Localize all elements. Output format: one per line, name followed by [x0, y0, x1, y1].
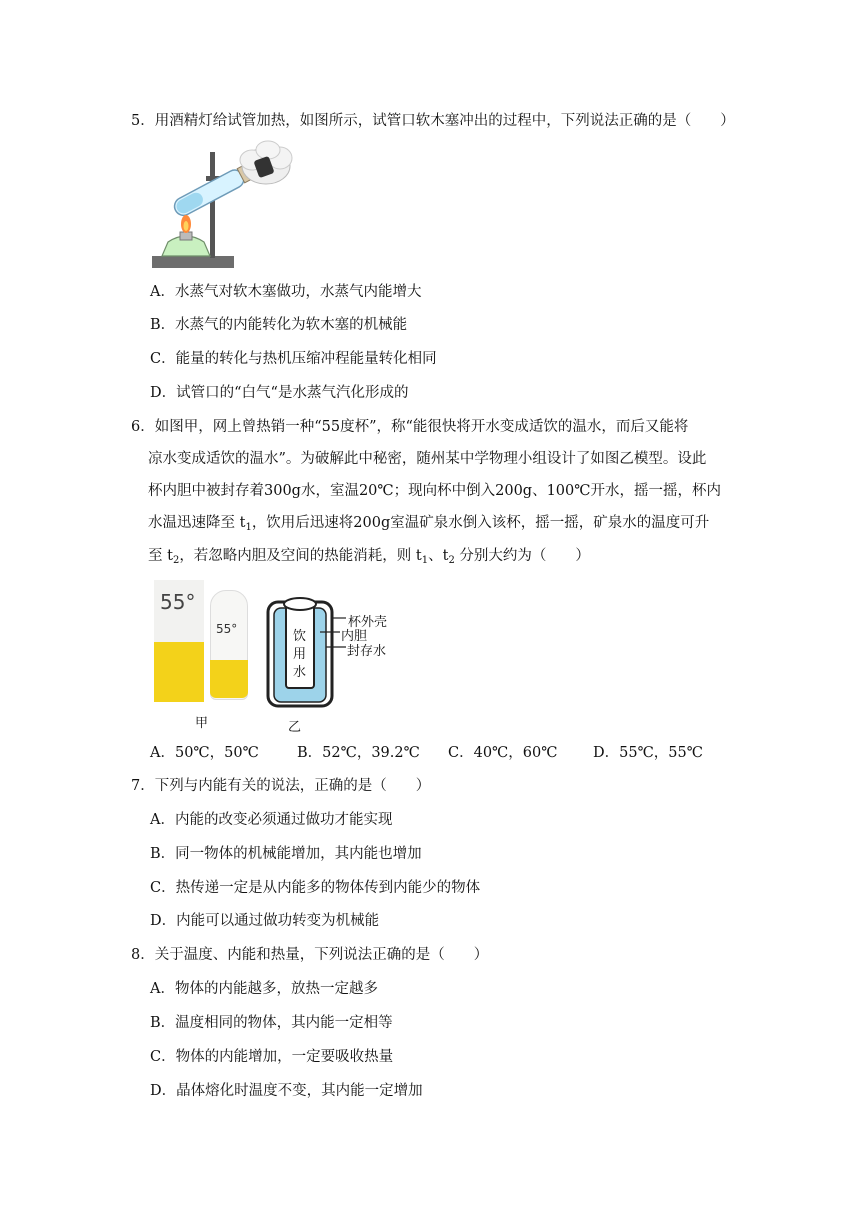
q6-stem-line-3: 杯内胆中被封存着300g水，室温20℃；现向杯中倒入200g、100℃开水，摇一摇，杯内 [148, 483, 721, 499]
q5-stem: 5．用酒精灯给试管加热，如图所示，试管口软木塞冲出的过程中，下列说法正确的是（ ） [131, 113, 735, 129]
q8-option-b: B．温度相同的物体，其内能一定相等 [150, 1015, 393, 1031]
q7-option-d: D．内能可以通过做功转变为机械能 [150, 913, 380, 929]
q5-option-b: B．水蒸气的内能转化为软木塞的机械能 [150, 317, 408, 333]
label-sealed-water: 封存水 [347, 644, 387, 659]
q8-option-c: C．物体的内能增加，一定要吸收热量 [150, 1049, 394, 1065]
caption-jia: 甲 [195, 716, 209, 731]
q8-stem: 8．关于温度、内能和热量，下列说法正确的是（ ） [131, 947, 489, 963]
q5-option-c: C．能量的转化与热机压缩冲程能量转化相同 [150, 351, 437, 367]
cup-body-label: 55° [216, 622, 238, 636]
q6-stem-line-2: 凉水变成适饮的温水”。为破解此中秘密，随州某中学物理小组设计了如图乙模型。设此 [148, 451, 707, 467]
q6-option-c: C．40℃，60℃ [448, 745, 558, 761]
caption-yi: 乙 [288, 720, 302, 735]
q6-option-b: B．52℃，39.2℃ [297, 745, 420, 761]
alcohol-lamp [162, 215, 210, 256]
q8-option-a: A．物体的内能越多，放热一定越多 [150, 981, 378, 997]
q7-stem: 7．下列与内能有关的说法，正确的是（ ） [131, 778, 431, 794]
q6-stem-line-1: 6．如图甲，网上曾热销一种“55度杯”，称“能很快将开水变成适饮的温水，而后又能将 [131, 419, 689, 435]
label-outer-shell: 杯外壳 [348, 615, 388, 630]
stand-base [152, 256, 234, 268]
q6-stem-line-5: 至 $t_2$，若忽略内胆及空间的热能消耗，则 $t_1$、$t_2$ 分别大约为（ ） [148, 548, 590, 566]
q6-option-a: A．50℃，50℃ [150, 745, 259, 761]
cup-box-label: 55° [160, 590, 196, 614]
q7-option-a: A．内能的改变必须通过做功才能实现 [150, 812, 393, 828]
cup-photo [154, 580, 254, 702]
label-inner-liner: 内胆 [341, 629, 368, 644]
q7-option-b: B．同一物体的机械能增加，其内能也增加 [150, 846, 422, 862]
test-tube-heating-figure [148, 138, 298, 273]
q5-option-a: A．水蒸气对软木塞做功，水蒸气内能增大 [150, 284, 422, 300]
q6-option-d: D．55℃，55℃ [593, 745, 703, 761]
q7-option-c: C．热传递一定是从内能多的物体传到内能少的物体 [150, 880, 481, 896]
steam-cloud [240, 141, 292, 184]
q8-option-d: D．晶体熔化时温度不变，其内能一定增加 [150, 1083, 423, 1099]
inner-drink-text: 饮 用 水 [293, 629, 307, 680]
stand-rod [210, 152, 215, 258]
q5-option-d: D．试管口的“白气“是水蒸气汽化形成的 [150, 385, 409, 401]
q6-stem-line-4: 水温迅速降至 $t_1$，饮用后迅速将200g室温矿泉水倒入该杯，摇一摇，矿泉水的温度可升 [148, 515, 710, 533]
